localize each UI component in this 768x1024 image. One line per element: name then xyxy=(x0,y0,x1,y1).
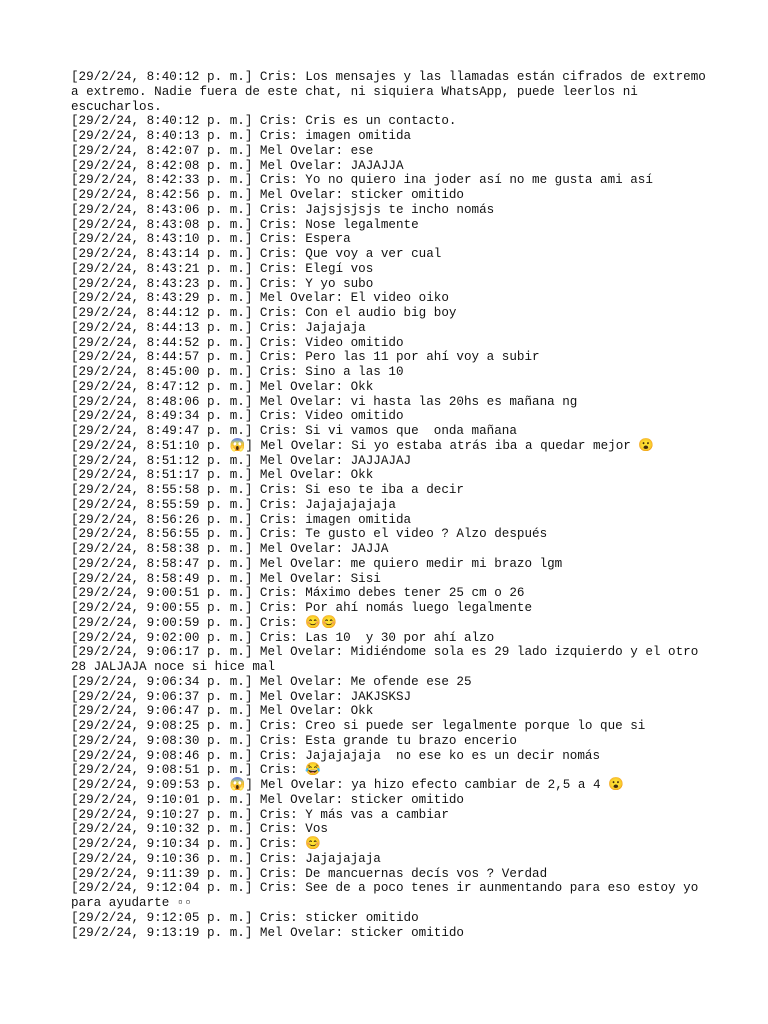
chat-line: [29/2/24, 8:58:47 p. m.] Mel Ovelar: me quiero medir mi brazo lgm xyxy=(71,556,563,571)
chat-line: [29/2/24, 9:10:36 p. m.] Cris: Jajajajaja xyxy=(71,851,381,866)
chat-line: [29/2/24, 9:06:47 p. m.] Mel Ovelar: Okk xyxy=(71,704,374,719)
chat-line: [29/2/24, 8:44:12 p. m.] Cris: Con el audio big boy xyxy=(71,306,457,320)
chat-line: [29/2/24, 9:00:51 p. m.] Cris: Máximo debes tener 25 cm o 26 xyxy=(71,586,525,601)
chat-line: [29/2/24, 8:43:08 p. m.] Cris: Nose legalmente xyxy=(71,217,419,232)
chat-line: [29/2/24, 9:10:27 p. m.] Cris: Y más vas a cambiar xyxy=(71,807,449,822)
chat-line: [29/2/24, 8:58:38 p. m.] Mel Ovelar: JAJJA xyxy=(71,542,389,556)
chat-line: [29/2/24, 9:11:39 p. m.] Cris: De mancuernas decís vos ? Verdad xyxy=(71,866,548,881)
chat-line: [29/2/24, 8:42:07 p. m.] Mel Ovelar: ese xyxy=(71,143,374,158)
chat-line: [29/2/24, 8:40:13 p. m.] Cris: imagen omitida xyxy=(71,129,412,143)
chat-line: [29/2/24, 8:48:06 p. m.] Mel Ovelar: vi hasta las 20hs es mañana ng xyxy=(71,394,578,409)
chat-line: [29/2/24, 9:06:17 p. m.] Mel Ovelar: Midiéndome sola es 29 lado izquierdo y el otro 28 JALJAJA noce si hice mal xyxy=(71,645,706,674)
chat-line: [29/2/24, 8:51:17 p. m.] Mel Ovelar: Okk xyxy=(71,468,374,483)
chat-line: [29/2/24, 9:00:59 p. m.] Cris: 😊😊 xyxy=(71,615,337,630)
chat-line: [29/2/24, 9:09:53 p. 😱] Mel Ovelar: ya hizo efecto cambiar de 2,5 a 4 😮 xyxy=(71,778,624,792)
chat-line: [29/2/24, 8:42:56 p. m.] Mel Ovelar: sticker omitido xyxy=(71,188,464,202)
chat-line: [29/2/24, 8:42:08 p. m.] Mel Ovelar: JAJAJJA xyxy=(71,158,404,173)
chat-line: [29/2/24, 9:08:30 p. m.] Cris: Esta grande tu brazo encerio xyxy=(71,733,517,748)
chat-line: [29/2/24, 8:56:55 p. m.] Cris: Te gusto el video ? Alzo después xyxy=(71,527,548,542)
chat-line: [29/2/24, 8:43:06 p. m.] Cris: Jajsjsjsjs te incho nomás xyxy=(71,202,495,217)
chat-line: [29/2/24, 8:49:34 p. m.] Cris: Video omitido xyxy=(71,409,404,424)
chat-line: [29/2/24, 8:43:23 p. m.] Cris: Y yo subo xyxy=(71,276,374,291)
chat-line: [29/2/24, 8:51:12 p. m.] Mel Ovelar: JAJJAJAJ xyxy=(71,453,412,468)
chat-line: [29/2/24, 9:08:51 p. m.] Cris: 😂 xyxy=(71,763,321,778)
chat-line: [29/2/24, 9:06:34 p. m.] Mel Ovelar: Me ofende ese 25 xyxy=(71,674,472,689)
chat-line: [29/2/24, 9:08:46 p. m.] Cris: Jajajajaja no ese ko es un decir nomás xyxy=(71,748,601,763)
chat-line: [29/2/24, 8:43:14 p. m.] Cris: Que voy a ver cual xyxy=(71,247,442,261)
chat-line: [29/2/24, 8:43:10 p. m.] Cris: Espera xyxy=(71,232,351,247)
chat-line: [29/2/24, 9:10:34 p. m.] Cris: 😊 xyxy=(71,837,321,851)
chat-line: [29/2/24, 9:13:19 p. m.] Mel Ovelar: sticker omitido xyxy=(71,925,464,940)
chat-line: [29/2/24, 8:55:58 p. m.] Cris: Si eso te iba a decir xyxy=(71,483,464,497)
chat-line: [29/2/24, 9:06:37 p. m.] Mel Ovelar: JAKJSKSJ xyxy=(71,689,412,704)
chat-line: [29/2/24, 9:12:05 p. m.] Cris: sticker omitido xyxy=(71,910,419,925)
chat-line: [29/2/24, 9:00:55 p. m.] Cris: Por ahí nomás luego legalmente xyxy=(71,601,533,615)
chat-line: [29/2/24, 8:49:47 p. m.] Cris: Si vi vamos que onda mañana xyxy=(71,424,517,438)
chat-line: [29/2/24, 9:10:32 p. m.] Cris: Vos xyxy=(71,822,328,837)
chat-line: [29/2/24, 8:55:59 p. m.] Cris: Jajajajajaja xyxy=(71,497,396,512)
chat-line: [29/2/24, 8:44:13 p. m.] Cris: Jajajaja xyxy=(71,320,366,335)
chat-line: [29/2/24, 8:45:00 p. m.] Cris: Sino a las 10 xyxy=(71,365,404,379)
chat-line: [29/2/24, 9:02:00 p. m.] Cris: Las 10 y 30 por ahí alzo xyxy=(71,630,495,645)
chat-line: [29/2/24, 8:43:29 p. m.] Mel Ovelar: El video oiko xyxy=(71,291,449,306)
chat-line: [29/2/24, 9:12:04 p. m.] Cris: See de a poco tenes ir aunmentando para eso estoy yo para ayudarte ▫▫ xyxy=(71,881,706,910)
chat-line: [29/2/24, 8:47:12 p. m.] Mel Ovelar: Okk xyxy=(71,379,374,394)
chat-log xyxy=(71,70,714,940)
chat-line: [29/2/24, 8:40:12 p. m.] Cris: Los mensajes y las llamadas están cifrados de extremo a extremo. Nadie fuera de este chat, ni siquiera WhatsApp, puede leerlos ni escucharlos. xyxy=(71,70,714,114)
chat-line: [29/2/24, 8:40:12 p. m.] Cris: Cris es un contacto. xyxy=(71,114,457,129)
chat-line: [29/2/24, 8:56:26 p. m.] Cris: imagen omitida xyxy=(71,512,412,527)
chat-line: [29/2/24, 8:58:49 p. m.] Mel Ovelar: Sisi xyxy=(71,571,381,586)
chat-line: [29/2/24, 8:44:52 p. m.] Cris: Video omitido xyxy=(71,335,404,350)
chat-line: [29/2/24, 8:51:10 p. 😱] Mel Ovelar: Si yo estaba atrás iba a quedar mejor 😮 xyxy=(71,438,655,453)
chat-line: [29/2/24, 9:10:01 p. m.] Mel Ovelar: sticker omitido xyxy=(71,792,464,807)
chat-line: [29/2/24, 9:08:25 p. m.] Cris: Creo si puede ser legalmente porque lo que si xyxy=(71,719,646,733)
chat-line: [29/2/24, 8:43:21 p. m.] Cris: Elegí vos xyxy=(71,261,374,276)
chat-line: [29/2/24, 8:44:57 p. m.] Cris: Pero las 11 por ahí voy a subir xyxy=(71,350,540,365)
chat-line: [29/2/24, 8:42:33 p. m.] Cris: Yo no quiero ina joder así no me gusta ami así xyxy=(71,173,653,188)
